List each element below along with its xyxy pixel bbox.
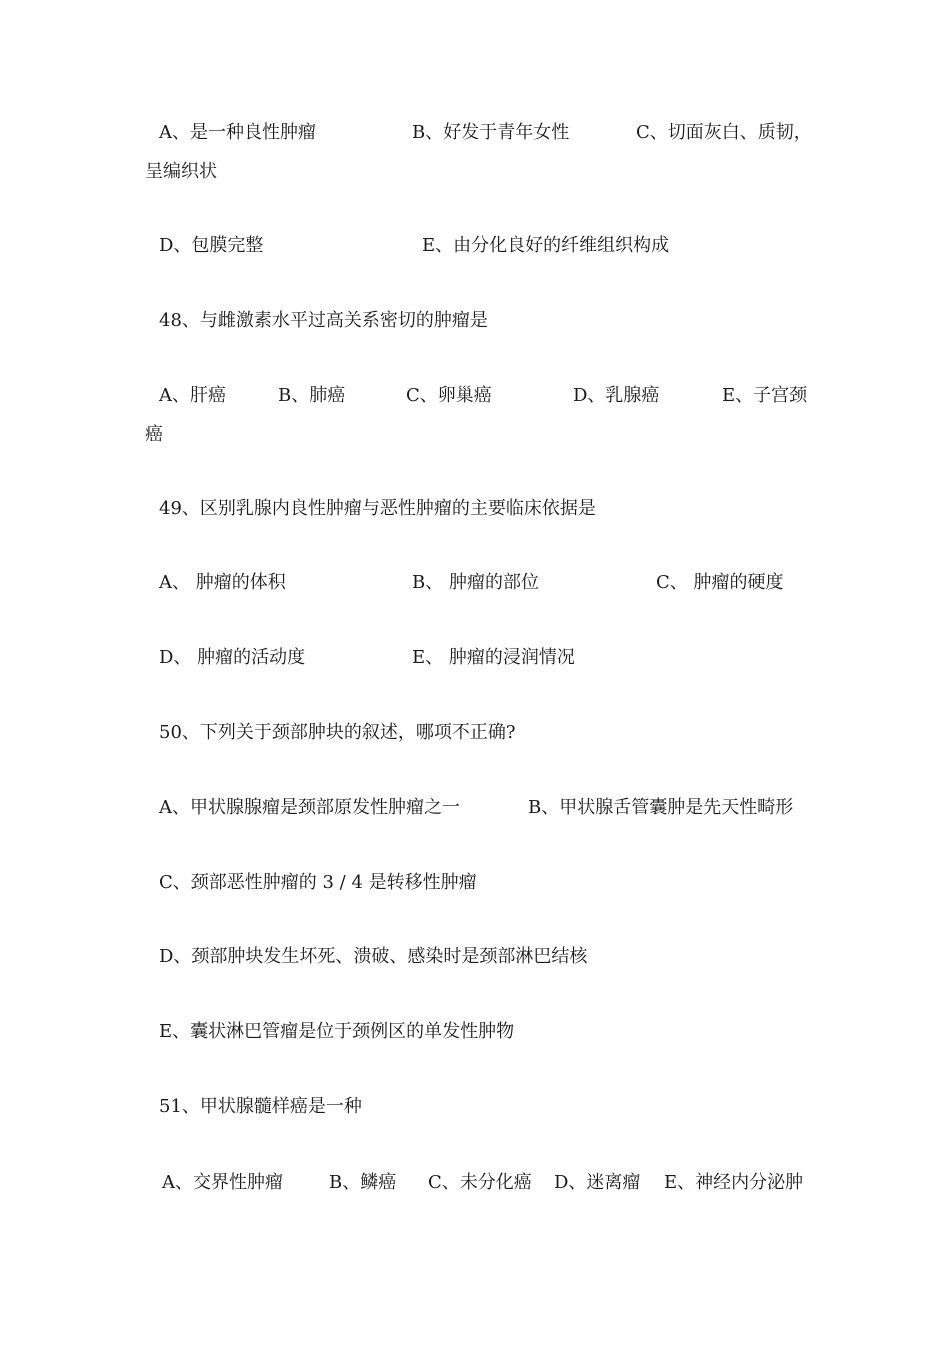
q48-stem: 48、与雌激素水平过高关系密切的肿瘤是 (159, 310, 488, 331)
q49-options-row-2 (0, 646, 952, 670)
q48-option-e: E、子宫颈 (722, 385, 808, 406)
q49-option-a: A、 肿瘤的体积 (159, 572, 286, 593)
q51-option-a: A、交界性肿瘤 (162, 1172, 283, 1193)
q47-option-a: A、是一种良性肿瘤 (159, 122, 316, 143)
q49-option-b: B、 肿瘤的部位 (412, 572, 539, 593)
q50-stem: 50、下列关于颈部肿块的叙述，哪项不正确? (159, 722, 516, 743)
q47-options-row-2 (0, 234, 952, 258)
q47-option-d: D、包膜完整 (159, 235, 264, 256)
q50-option-e: E、囊状淋巴管瘤是位于颈例区的单发性肿物 (159, 1021, 515, 1042)
q49-options-row-1 (0, 571, 952, 595)
q49-stem: 49、区别乳腺内良性肿瘤与恶性肿瘤的主要临床依据是 (159, 498, 596, 519)
q48-option-c: C、卵巢癌 (406, 385, 492, 406)
q48-option-b: B、肺癌 (278, 385, 346, 406)
q49-option-e: E、 肿瘤的浸润情况 (412, 647, 575, 668)
q51-option-c: C、未分化癌 (428, 1172, 532, 1193)
q51-options-row (0, 1171, 952, 1195)
q47-option-c-continued: 呈编织状 (145, 161, 217, 182)
q51-option-e: E、神经内分泌肿 (664, 1172, 804, 1193)
q51-option-d: D、迷离瘤 (554, 1172, 641, 1193)
q47-option-e: E、由分化良好的纤维组织构成 (422, 235, 670, 256)
q50-option-c: C、颈部恶性肿瘤的 3 / 4 是转移性肿瘤 (159, 872, 477, 893)
q49-option-c: C、 肿瘤的硬度 (656, 572, 784, 593)
q47-option-c: C、切面灰白、质韧， (636, 122, 812, 143)
q50-options-row-1 (0, 796, 952, 820)
q51-option-b: B、鳞癌 (329, 1172, 397, 1193)
q48-option-a: A、肝癌 (159, 385, 226, 406)
q47-options-row-1 (0, 121, 952, 145)
q51-stem: 51、甲状腺髓样癌是一种 (159, 1096, 362, 1117)
q48-options-row (0, 384, 952, 408)
q47-option-b: B、好发于青年女性 (412, 122, 570, 143)
q50-option-b: B、甲状腺舌管囊肿是先天性畸形 (528, 797, 794, 818)
q48-option-e-continued: 癌 (145, 424, 163, 445)
q50-option-a: A、甲状腺腺瘤是颈部原发性肿瘤之一 (159, 797, 460, 818)
q50-option-d: D、颈部肿块发生坏死、溃破、感染时是颈部淋巴结核 (159, 946, 588, 967)
q49-option-d: D、 肿瘤的活动度 (159, 647, 306, 668)
q48-option-d: D、乳腺癌 (573, 385, 660, 406)
